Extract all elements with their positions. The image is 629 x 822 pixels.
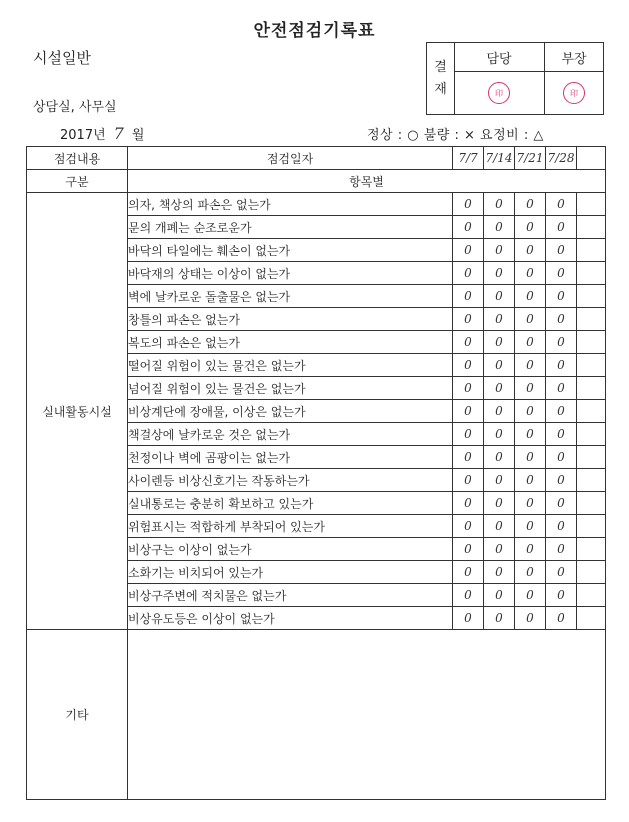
mark-cell: 0 bbox=[546, 216, 577, 239]
item-text: 비상유도등은 이상이 없는가 bbox=[128, 607, 453, 630]
mark-cell: 0 bbox=[515, 354, 546, 377]
mark-cell: 0 bbox=[484, 331, 515, 354]
inspection-month bbox=[60, 124, 144, 143]
mark-cell: 0 bbox=[484, 584, 515, 607]
category-column-label: 구분 bbox=[27, 170, 128, 193]
mark-cell: 0 bbox=[484, 239, 515, 262]
mark-cell: 0 bbox=[453, 354, 484, 377]
month-label: 월 bbox=[131, 128, 145, 143]
mark-cell bbox=[577, 239, 606, 262]
mark-cell: 0 bbox=[453, 607, 484, 630]
mark-cell: 0 bbox=[453, 239, 484, 262]
mark-cell bbox=[577, 285, 606, 308]
month-value: 7 bbox=[113, 124, 124, 143]
form-title: 안전점검기록표 bbox=[253, 21, 376, 41]
mark-cell: 0 bbox=[515, 239, 546, 262]
mark-cell: 0 bbox=[515, 446, 546, 469]
approval-head-label: 부장 bbox=[545, 43, 603, 72]
mark-cell: 0 bbox=[484, 607, 515, 630]
item-text: 사이렌등 비상신호기는 작동하는가 bbox=[128, 469, 453, 492]
approval-manager-label: 담당 bbox=[454, 43, 544, 72]
item-text: 복도의 파손은 없는가 bbox=[128, 331, 453, 354]
item-text: 바닥의 타일에는 훼손이 없는가 bbox=[128, 239, 453, 262]
mark-cell: 0 bbox=[484, 285, 515, 308]
approval-label-bottom: 재 bbox=[434, 81, 447, 97]
mark-cell bbox=[577, 331, 606, 354]
mark-cell: 0 bbox=[515, 193, 546, 216]
item-text: 실내통로는 충분히 확보하고 있는가 bbox=[128, 492, 453, 515]
item-text: 책걸상에 날카로운 것은 없는가 bbox=[128, 423, 453, 446]
item-text: 창틀의 파손은 없는가 bbox=[128, 308, 453, 331]
item-text: 의자, 책상의 파손은 없는가 bbox=[128, 193, 453, 216]
mark-cell: 0 bbox=[484, 423, 515, 446]
mark-cell bbox=[577, 561, 606, 584]
mark-cell: 0 bbox=[453, 216, 484, 239]
mark-cell: 0 bbox=[546, 308, 577, 331]
mark-cell: 0 bbox=[546, 285, 577, 308]
item-text: 벽에 날카로운 돌출물은 없는가 bbox=[128, 285, 453, 308]
mark-cell: 0 bbox=[453, 400, 484, 423]
mark-cell: 0 bbox=[484, 216, 515, 239]
mark-cell: 0 bbox=[546, 354, 577, 377]
date-cell: 7/7 bbox=[453, 147, 484, 170]
mark-cell bbox=[577, 469, 606, 492]
mark-cell: 0 bbox=[484, 538, 515, 561]
year-label: 2017년 bbox=[60, 128, 106, 143]
item-text: 위험표시는 적합하게 부착되어 있는가 bbox=[128, 515, 453, 538]
mark-cell: 0 bbox=[453, 446, 484, 469]
mark-cell bbox=[577, 354, 606, 377]
item-text: 천정이나 벽에 곰팡이는 없는가 bbox=[128, 446, 453, 469]
mark-cell bbox=[577, 423, 606, 446]
mark-cell: 0 bbox=[484, 561, 515, 584]
mark-cell bbox=[577, 400, 606, 423]
mark-cell: 0 bbox=[546, 400, 577, 423]
status-legend: 정상 : ○ 불량 : × 요정비 : △ bbox=[367, 128, 544, 143]
approval-box bbox=[426, 42, 604, 115]
mark-cell: 0 bbox=[546, 607, 577, 630]
table-row bbox=[27, 193, 606, 216]
date-cell: 7/14 bbox=[484, 147, 515, 170]
mark-cell: 0 bbox=[484, 377, 515, 400]
items-column-label: 항목별 bbox=[128, 170, 606, 193]
mark-cell: 0 bbox=[515, 515, 546, 538]
seal-stamp-icon: 印 bbox=[488, 82, 510, 104]
mark-cell: 0 bbox=[515, 584, 546, 607]
mark-cell: 0 bbox=[453, 193, 484, 216]
mark-cell: 0 bbox=[546, 193, 577, 216]
mark-cell bbox=[577, 584, 606, 607]
date-cell: 7/21 bbox=[515, 147, 546, 170]
approval-col-head bbox=[545, 43, 603, 114]
inspection-table bbox=[26, 146, 606, 800]
mark-cell: 0 bbox=[546, 515, 577, 538]
mark-cell: 0 bbox=[515, 423, 546, 446]
mark-cell: 0 bbox=[515, 538, 546, 561]
mark-cell: 0 bbox=[546, 469, 577, 492]
mark-cell bbox=[577, 377, 606, 400]
mark-cell bbox=[577, 216, 606, 239]
mark-cell: 0 bbox=[484, 308, 515, 331]
mark-cell bbox=[577, 446, 606, 469]
mark-cell: 0 bbox=[484, 515, 515, 538]
mark-cell: 0 bbox=[453, 423, 484, 446]
mark-cell: 0 bbox=[515, 377, 546, 400]
mark-cell: 0 bbox=[515, 285, 546, 308]
item-text: 넘어질 위험이 있는 물건은 없는가 bbox=[128, 377, 453, 400]
mark-cell bbox=[577, 262, 606, 285]
mark-cell: 0 bbox=[546, 538, 577, 561]
item-text: 문의 개폐는 순조로운가 bbox=[128, 216, 453, 239]
mark-cell: 0 bbox=[453, 492, 484, 515]
mark-cell: 0 bbox=[453, 285, 484, 308]
etc-row bbox=[27, 630, 606, 800]
item-text: 비상구주변에 적치물은 없는가 bbox=[128, 584, 453, 607]
approval-col-manager bbox=[454, 43, 545, 114]
mark-cell bbox=[577, 607, 606, 630]
item-text: 떨어질 위험이 있는 물건은 없는가 bbox=[128, 354, 453, 377]
mark-cell: 0 bbox=[484, 469, 515, 492]
inspection-table-body bbox=[27, 147, 606, 800]
mark-cell: 0 bbox=[484, 492, 515, 515]
mark-cell: 0 bbox=[453, 308, 484, 331]
approval-label bbox=[427, 43, 455, 114]
category-cell: 실내활동시설 bbox=[27, 193, 128, 630]
item-text: 바닥재의 상태는 이상이 없는가 bbox=[128, 262, 453, 285]
mark-cell: 0 bbox=[515, 331, 546, 354]
mark-cell: 0 bbox=[546, 561, 577, 584]
approval-label-top: 결 bbox=[434, 59, 447, 75]
approval-head-signature bbox=[545, 72, 603, 114]
mark-cell: 0 bbox=[515, 308, 546, 331]
mark-cell: 0 bbox=[484, 446, 515, 469]
mark-cell bbox=[577, 492, 606, 515]
mark-cell: 0 bbox=[546, 423, 577, 446]
mark-cell: 0 bbox=[546, 446, 577, 469]
mark-cell: 0 bbox=[515, 492, 546, 515]
mark-cell: 0 bbox=[453, 262, 484, 285]
mark-cell: 0 bbox=[546, 584, 577, 607]
date-column-label: 점검일자 bbox=[128, 147, 453, 170]
mark-cell: 0 bbox=[546, 492, 577, 515]
mark-cell: 0 bbox=[453, 584, 484, 607]
content-column-label: 점검내용 bbox=[27, 147, 128, 170]
mark-cell: 0 bbox=[453, 469, 484, 492]
mark-cell: 0 bbox=[515, 469, 546, 492]
mark-cell bbox=[577, 308, 606, 331]
mark-cell bbox=[577, 515, 606, 538]
mark-cell: 0 bbox=[546, 377, 577, 400]
etc-label: 기타 bbox=[27, 630, 128, 800]
facility-type: 시설일반 bbox=[33, 49, 91, 67]
table-header-row bbox=[27, 147, 606, 170]
mark-cell: 0 bbox=[484, 262, 515, 285]
mark-cell: 0 bbox=[546, 239, 577, 262]
location: 상담실, 사무실 bbox=[33, 100, 117, 115]
mark-cell: 0 bbox=[515, 607, 546, 630]
mark-cell: 0 bbox=[515, 561, 546, 584]
date-cell bbox=[577, 147, 606, 170]
item-text: 비상구는 이상이 없는가 bbox=[128, 538, 453, 561]
mark-cell: 0 bbox=[515, 262, 546, 285]
mark-cell bbox=[577, 193, 606, 216]
item-text: 소화기는 비치되어 있는가 bbox=[128, 561, 453, 584]
mark-cell: 0 bbox=[484, 400, 515, 423]
mark-cell: 0 bbox=[515, 400, 546, 423]
mark-cell bbox=[577, 538, 606, 561]
mark-cell: 0 bbox=[515, 216, 546, 239]
seal-stamp-icon: 印 bbox=[563, 82, 585, 104]
mark-cell: 0 bbox=[453, 538, 484, 561]
item-text: 비상계단에 장애물, 이상은 없는가 bbox=[128, 400, 453, 423]
mark-cell: 0 bbox=[546, 331, 577, 354]
mark-cell: 0 bbox=[546, 262, 577, 285]
approval-manager-signature bbox=[454, 72, 544, 114]
mark-cell: 0 bbox=[453, 561, 484, 584]
mark-cell: 0 bbox=[453, 377, 484, 400]
etc-notes-cell bbox=[128, 630, 606, 800]
mark-cell: 0 bbox=[453, 331, 484, 354]
date-cell: 7/28 bbox=[546, 147, 577, 170]
mark-cell: 0 bbox=[453, 515, 484, 538]
mark-cell: 0 bbox=[484, 193, 515, 216]
table-subheader-row bbox=[27, 170, 606, 193]
mark-cell: 0 bbox=[484, 354, 515, 377]
